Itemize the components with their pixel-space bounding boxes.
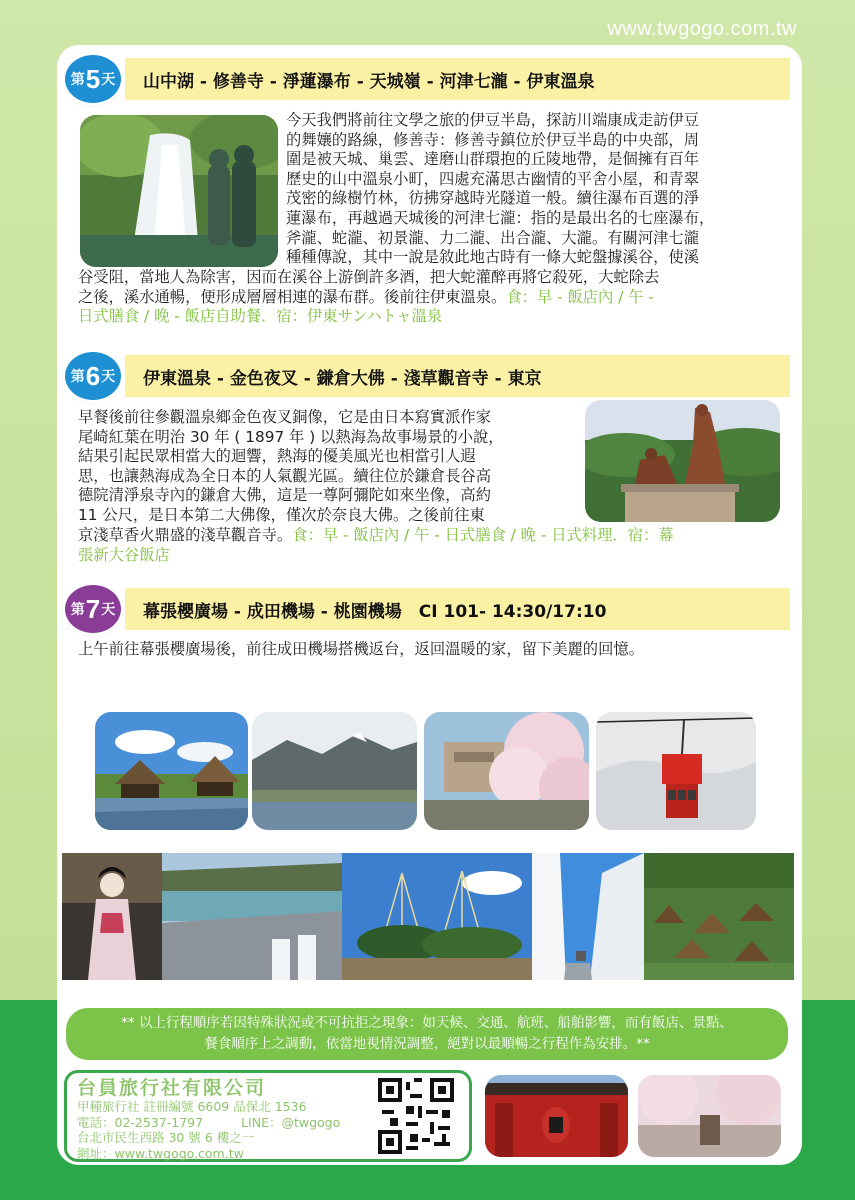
dam-photo xyxy=(162,853,342,980)
waterfall-statue-photo xyxy=(80,115,278,267)
day-badge-suffix: 天 xyxy=(101,368,116,384)
day-5-badge xyxy=(65,55,121,103)
day-5-header xyxy=(65,58,790,100)
day-6-text-full xyxy=(78,526,790,565)
text-line: 11 公尺，是日本第二大佛像，僅次於奈良大佛。之後前往東 xyxy=(78,505,485,524)
text-line: 斧瀧、蛇瀧、初景瀧、力二瀧、出合瀧、大瀧。有關河津七瀧 xyxy=(286,228,700,247)
text-line: 谷受阻，當地人為除害，因而在溪谷上游倒許多酒，把大蛇灌醉再將它殺死，大蛇除去 xyxy=(78,268,660,286)
text-line: 結果引起民眾相當大的迴響，熱海的優美風光也相當引人遐 xyxy=(78,447,476,466)
day-5-meals-hotel: 日式膳食 / 晚 - 飯店自助餐．宿：伊東サンハトャ溫泉 xyxy=(78,307,443,326)
text-line: 思，也讓熱海成為全日本的人氣觀光區。續往位於鎌倉長谷高 xyxy=(78,466,492,485)
company-line-id: LINE：@twgogo xyxy=(241,1114,341,1130)
text-line: 種種傳說，其中一說是敘此地古時有一條大蛇盤據溪谷，使溪 xyxy=(286,248,700,267)
day-6-badge xyxy=(65,352,121,400)
day-7-badge xyxy=(65,585,121,633)
day-6-text xyxy=(78,408,583,526)
day-5-meals: 食：早 - 飯店內 / 午 - xyxy=(506,287,654,306)
day-5-text-wrap xyxy=(286,111,786,268)
day-7-route: 幕張櫻廣場 - 成田機場 - 桃園機場 CI 101- 14:30/17:10 xyxy=(125,588,790,630)
text-line: 尾崎紅葉在明治 30 年 ( 1897 年 ) 以熱海為故事場景的小說， xyxy=(78,427,504,446)
day-6-meals-hotel: 張新大谷飯店 xyxy=(78,545,170,564)
day-badge-prefix: 第 xyxy=(70,601,85,617)
text-line: 之後，溪水通暢，便形成層層相連的瀑布群。後前往伊東溫泉。 xyxy=(78,287,507,306)
company-website[interactable]: 網址：www.twgogo.com.tw xyxy=(77,1145,244,1161)
shirakawago-village-photo xyxy=(644,853,794,980)
text-line: 今天我們將前往文學之旅的伊豆半島，探訪川端康成走訪伊豆 xyxy=(286,111,700,129)
text-line: 的舞孃的路線，修善寺：修善寺鎮位於伊豆半島的中央部，周 xyxy=(286,130,700,149)
mountain-lake-photo xyxy=(252,712,417,830)
disclaimer-note xyxy=(66,1008,788,1060)
company-address: 台北市民生西路 30 號 6 樓之一 xyxy=(77,1130,255,1145)
day-7-text: 上午前往幕張櫻廣場後，前往成田機場搭機返台，返回溫暖的家，留下美麗的回憶。 xyxy=(78,640,644,658)
day-6-route: 伊東溫泉 - 金色夜叉 - 鎌倉大佛 - 淺草觀音寺 - 東京 xyxy=(125,355,790,397)
company-license: 甲種旅行社 註冊編號 6609 品保北 1536 xyxy=(77,1099,307,1114)
company-phone: 電話：02-2537-1797 xyxy=(77,1114,204,1130)
cherry-blossom-river-photo xyxy=(424,712,589,830)
site-url[interactable]: www.twgogo.com.tw xyxy=(607,18,797,40)
sensoji-gate-photo xyxy=(485,1075,628,1157)
text-line: 京淺草香火鼎盛的淺草觀音寺。 xyxy=(78,526,293,544)
company-name: 台員旅行社有限公司 xyxy=(77,1077,267,1099)
text-line: 蓮瀑布，再越過天城後的河津七瀧：指的是最出名的七座瀑布， xyxy=(286,208,715,227)
text-line: 德院清淨泉寺內的鎌倉大佛，這是一尊阿彌陀如來坐像，高約 xyxy=(78,486,492,505)
day-badge-suffix: 天 xyxy=(101,601,116,617)
day-5-route: 山中湖 - 修善寺 - 淨蓮瀑布 - 天城嶺 - 河津七瀧 - 伊東溫泉 xyxy=(125,58,790,100)
day-5-text-full xyxy=(78,268,788,327)
text-line: 圍是被天城、巢雲、達磨山群環抱的丘陵地帶，是個擁有百年 xyxy=(286,150,700,169)
golden-demon-statue-photo xyxy=(585,400,780,522)
text-line: 歷史的山中溫泉小町，四處充滿思古幽情的平舍小屋，和青翠 xyxy=(286,169,700,188)
day-badge-number: 5 xyxy=(85,64,101,94)
geisha-photo xyxy=(62,853,162,980)
day-6-header xyxy=(65,355,790,397)
day-6-meals: 食：早 - 飯店內 / 午 - 日式膳食 / 晚 - 日式料理．宿：幕 xyxy=(292,526,674,544)
disclaimer-line: 餐食順序上之調動，依當地視情況調整，絕對以最順暢之行程作為安排。** xyxy=(204,1036,650,1052)
snow-wall-photo xyxy=(532,853,644,980)
qr-code[interactable] xyxy=(378,1078,454,1154)
day-badge-number: 6 xyxy=(85,361,101,391)
kenrokuen-photo xyxy=(342,853,532,980)
text-line: 早餐後前往參觀溫泉鄉金色夜叉銅像，它是由日本寫實派作家 xyxy=(78,408,492,426)
text-line: 茂密的綠樹竹林，彷拂穿越時光隧道一般。續往瀑布百選的淨 xyxy=(286,189,700,208)
day-badge-prefix: 第 xyxy=(70,368,85,384)
day-7-header xyxy=(65,588,790,630)
thatched-village-photo xyxy=(95,712,248,830)
day-badge-number: 7 xyxy=(85,594,101,624)
day-badge-prefix: 第 xyxy=(70,71,85,87)
day-badge-suffix: 天 xyxy=(101,71,116,87)
ropeway-gondola-photo xyxy=(596,712,756,830)
cherry-blossom-path-photo xyxy=(638,1075,781,1157)
disclaimer-line: ** 以上行程順序若因特殊狀況或不可抗拒之現象：如天候、交通、航班、船舶影響，而有飯店、景點、 xyxy=(121,1015,733,1031)
